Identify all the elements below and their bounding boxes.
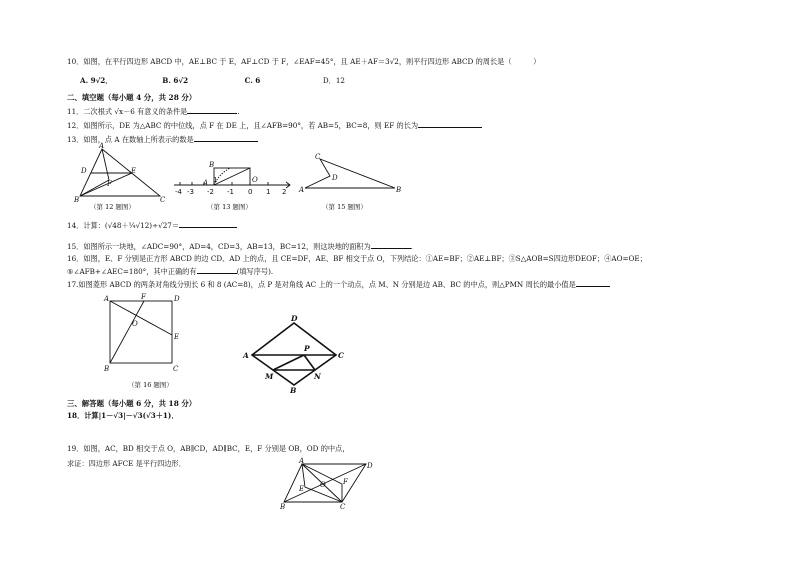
figure-13-number-line: [172, 158, 305, 198]
svg-text:O: O: [132, 320, 138, 328]
svg-text:B: B: [290, 386, 297, 395]
svg-text:C: C: [160, 196, 166, 204]
figure-12-triangle: [74, 142, 175, 206]
question-10-text: 10．如图，在平行四边形 ABCD 中，AE⊥BC 于 E，AF⊥CD 于 F，∠EAF=45°，且 AE＋AF＝3√2，则平行四边形 ABCD 的周长是（ ）: [67, 57, 541, 66]
svg-text:C: C: [315, 153, 321, 161]
answer-blank: [418, 120, 482, 128]
question-19-text-cont: 求证：四边形 AFCE 是平行四边形．: [67, 459, 186, 468]
tick-label: -2: [207, 188, 214, 196]
figure-13-caption: （第 13 题图）: [207, 203, 252, 211]
question-19-line-1: [67, 444, 349, 453]
tick-label: 2: [282, 188, 287, 196]
tick-label: -1: [227, 188, 234, 196]
question-11-text: 11．二次根式 √x－6 有意义的条件是: [67, 107, 188, 116]
question-10: [67, 57, 540, 66]
svg-text:A: A: [104, 295, 110, 303]
figure-15-caption: （第 15 题图）: [322, 203, 367, 211]
option-c: C. 6: [244, 76, 261, 85]
answer-blank: [197, 266, 237, 274]
question-12-text: 12．如图所示，DE 为△ABC 的中位线，点 F 在 DE 上，且∠AFB=90°，若 AB=5，BC=8，则 EF 的长为: [67, 121, 419, 130]
option-d: D．12: [322, 76, 345, 85]
svg-text:F: F: [343, 478, 348, 486]
question-11: 11．二次根式 √x－6 有意义的条件是 .: [67, 107, 240, 116]
svg-text:E: E: [174, 333, 180, 341]
question-15: 15．如图所示一块地，∠ADC=90°，AD=4，CD=3，AB=13，BC=12，则这块地的面积为 .: [67, 242, 413, 251]
tick-label: 0: [248, 188, 253, 196]
svg-text:D: D: [367, 462, 373, 470]
svg-text:C: C: [340, 503, 346, 511]
figure-15-quadrilateral: [300, 150, 410, 195]
figure-17-rhombus: [244, 315, 354, 395]
question-15-text: 15．如图所示一块地，∠ADC=90°，AD=4，CD=3，AB=13，BC=12，则这块地的面积为: [67, 242, 371, 251]
svg-text:B: B: [209, 161, 215, 169]
svg-text:B: B: [74, 196, 80, 204]
svg-text:D: D: [291, 314, 298, 323]
svg-text:F: F: [107, 180, 112, 188]
figure-16-caption: （第 16 题图）: [128, 381, 173, 389]
question-14-text: 14．计算：(√48＋¼√12)÷√27＝: [67, 221, 180, 230]
svg-text:B: B: [280, 503, 286, 511]
question-12: [67, 120, 482, 130]
tick-label: -4: [175, 188, 182, 196]
option-a: A. 9√2．: [80, 76, 113, 85]
svg-text:O: O: [252, 176, 258, 184]
svg-text:C: C: [338, 351, 344, 360]
svg-text:1: 1: [213, 176, 218, 184]
question-16-text-cont: ⑤∠AFB+∠AEC=180°，其中正确的有: [67, 267, 197, 276]
question-17: [67, 279, 610, 289]
question-19-text: 19．如图，AC，BD 相交于点 O，AB∥CD，AD∥BC，E，F 分别是 OB，OD 的中点，: [67, 444, 350, 453]
question-17-text: 17.如图菱形 ABCD 的两条对角线分别长 6 和 8 (AC=8)，点 P 是对角线 AC 上的一个动点，点 M、N 分别是边 AB、BC 的中点，则△PMN 周长的最小值是: [67, 280, 576, 289]
question-19-line-2: [67, 459, 186, 468]
section-3-heading: 三、解答题（每小题 6 分，共 18 分）: [67, 399, 197, 408]
svg-text:A: A: [243, 351, 249, 360]
option-b: B. 6√2: [162, 76, 189, 85]
question-16-text: 16．如图，E、F 分别是正方形 ABCD 的边 CD、AD 上的点，且 CE=DF，AE、BF 相交于点 O，下列结论：①AE=BF；②AE⊥BF；③S△AOB=S四边形DEOF；④AO=OE；: [67, 254, 647, 263]
figure-16-square: [104, 295, 184, 375]
svg-text:B: B: [396, 186, 402, 194]
question-16-hint: (填写序号).: [236, 267, 274, 276]
answer-blank: [194, 134, 258, 142]
svg-text:E: E: [299, 485, 305, 493]
tick-label: -3: [187, 188, 194, 196]
question-10-options: [80, 76, 345, 85]
svg-text:D: D: [332, 174, 338, 182]
answer-blank: [576, 279, 610, 287]
answer-blank: [179, 220, 237, 228]
svg-text:O: O: [320, 481, 326, 489]
question-13: [67, 134, 258, 144]
question-18: [67, 411, 179, 420]
answer-blank: [187, 106, 237, 114]
svg-text:C: C: [173, 365, 179, 373]
svg-text:D: D: [174, 295, 180, 303]
figure-12-caption: （第 12 题图）: [90, 203, 135, 211]
svg-text:N: N: [314, 372, 321, 381]
question-18-text: 18．计算|1－√3|－√3(√3＋1)．: [67, 411, 179, 420]
section-2-heading: 二、填空题（每小题 4 分，共 28 分）: [67, 93, 197, 102]
figure-19-parallelogram: [280, 457, 380, 511]
svg-text:A: A: [203, 179, 209, 187]
svg-text:A: A: [99, 142, 105, 150]
question-16-line-2: [67, 266, 273, 276]
question-14: [67, 220, 237, 230]
svg-text:E: E: [131, 167, 137, 175]
svg-text:B: B: [104, 365, 110, 373]
svg-text:M: M: [265, 372, 274, 381]
question-16-line-1: [67, 254, 647, 263]
svg-text:A: A: [299, 457, 305, 465]
svg-text:F: F: [141, 293, 146, 301]
svg-text:D: D: [81, 167, 87, 175]
svg-text:A: A: [299, 186, 305, 194]
question-13-text: 13．如图，点 A 在数轴上所表示的数是: [67, 135, 194, 144]
tick-label: 1: [266, 188, 271, 196]
svg-text:P: P: [304, 344, 310, 353]
answer-blank: [371, 241, 411, 249]
